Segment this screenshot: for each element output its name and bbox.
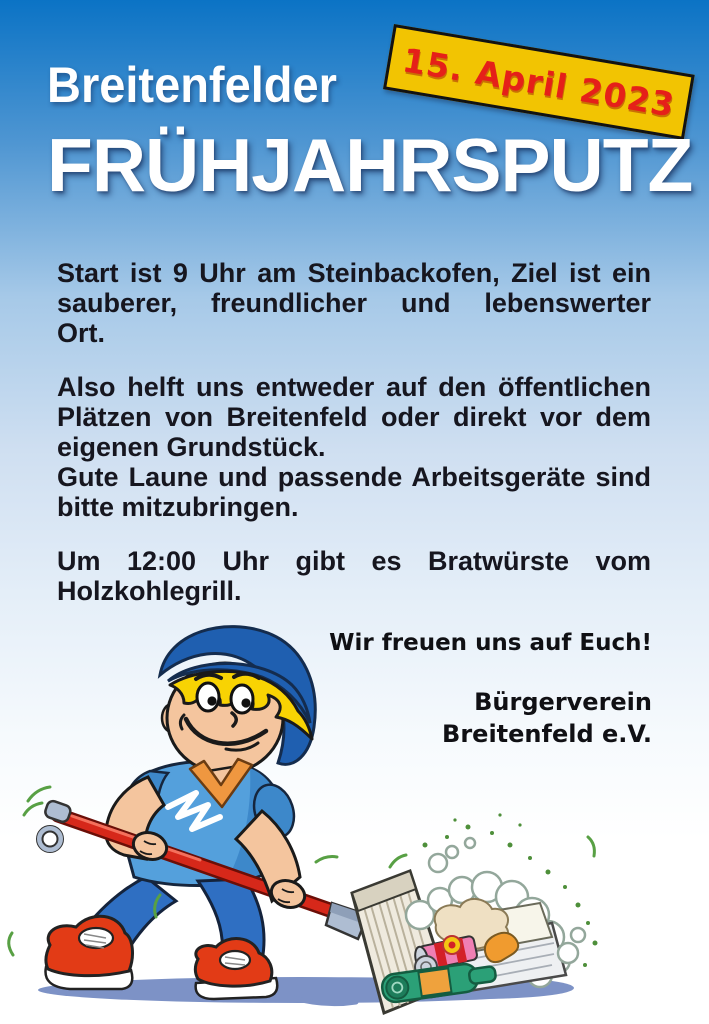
body-line: Um 12:00 Uhr gibt es Bratwürste vom — [57, 546, 651, 576]
body-line: bitte mitzubringen. — [57, 492, 299, 522]
date-badge-text: 15. April 2023 — [399, 39, 678, 125]
body-line: Ort. — [57, 318, 106, 348]
eye — [197, 683, 219, 711]
closing-text: Wir freuen uns auf Euch! — [329, 630, 652, 656]
eye — [231, 685, 253, 713]
body-line: sauberer, freundlicher und lebenswerter — [57, 288, 651, 318]
boy-front-leg — [195, 879, 277, 999]
body-text — [57, 258, 651, 630]
body-line: Start ist 9 Uhr am Steinbackofen, Ziel ist ein — [57, 258, 651, 288]
body-line: Holzkohlegrill. — [57, 576, 242, 606]
kicker-text: Breitenfelder — [47, 57, 337, 113]
page-title: FRÜHJAHRSPUTZ — [47, 123, 693, 207]
signature-line: Breitenfeld e.V. — [442, 720, 652, 748]
illustration-boy-sweeping — [0, 615, 709, 1024]
boy-back-leg — [46, 877, 177, 989]
body-paragraph — [57, 546, 651, 606]
body-paragraph — [57, 372, 651, 522]
signature-line: Bürgerverein — [474, 688, 652, 716]
body-paragraph — [57, 258, 651, 348]
body-line: Also helft uns entweder auf den öffentlichen — [57, 372, 651, 402]
body-line: Plätzen von Breitenfeld oder direkt vor dem — [57, 402, 651, 432]
body-line: eigenen Grundstück. — [57, 432, 326, 462]
body-line: Gute Laune und passende Arbeitsgeräte sind — [57, 462, 651, 492]
